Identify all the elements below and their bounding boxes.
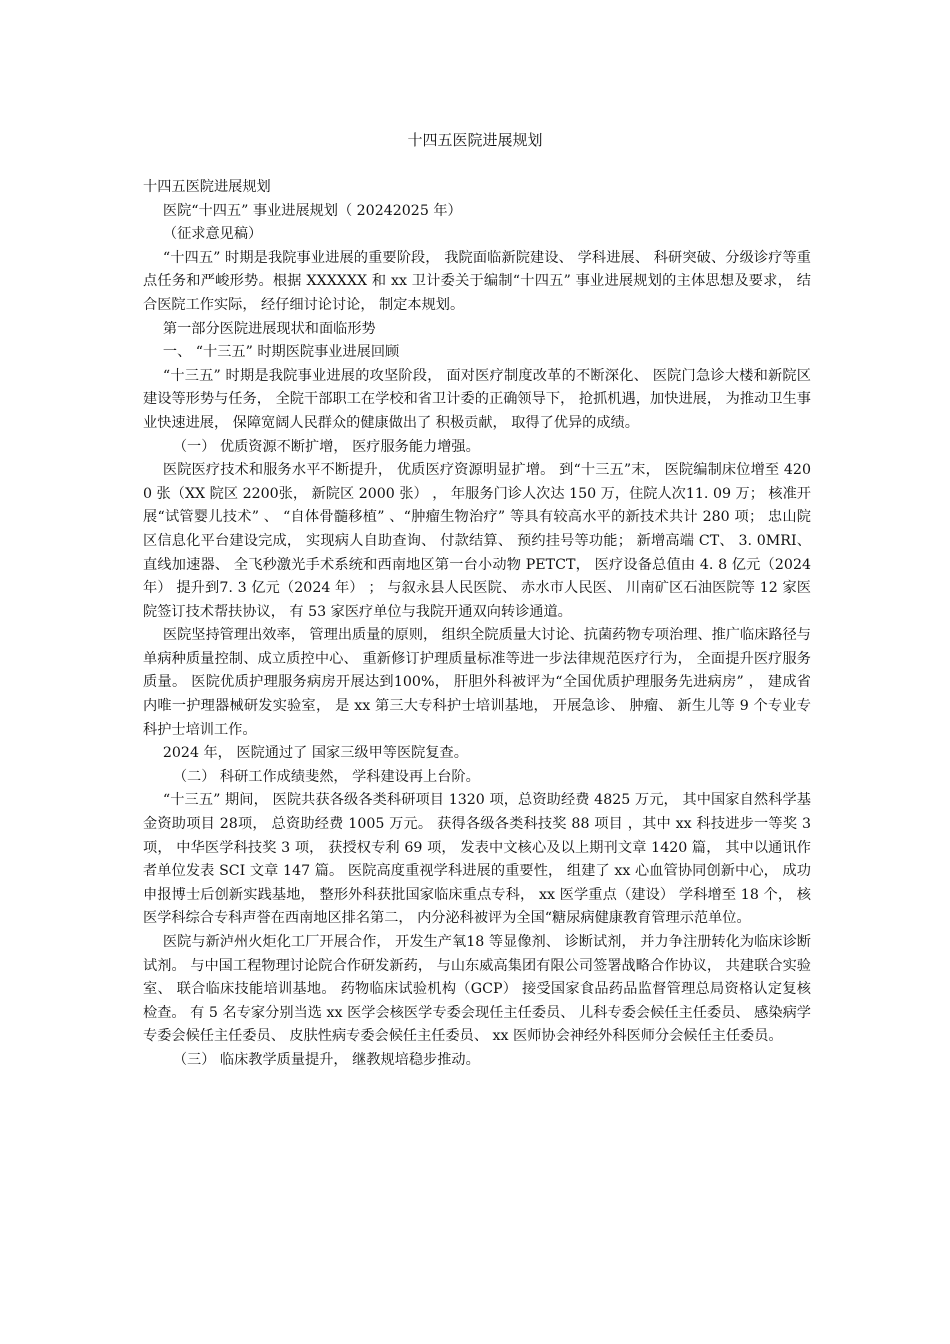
document-title: 十四五医院进展规划 (407, 131, 543, 149)
document-body (143, 176, 811, 1073)
item-heading: （一） 优质资源不断扩增， 医疗服务能力增强。 (172, 438, 480, 455)
paragraph: “十四五” 时期是我院事业进展的重要阶段， 我院面临新院建设、 学科进展、 科研突破、分级诊疗等重点任务和严峻形势。根据 XXXXXX 和 xx 卫计委关于编制“十四五” 事业进展规划的主体思想及要求， 结合医院工作实际， 经仔细讨论讨论， 制定本规划。 (143, 249, 811, 313)
paragraph: “十三五” 时期是我院事业进展的攻坚阶段， 面对医疗制度改革的不断深化、 医院门急诊大楼和新院区建设等形势与任务， 全院干部职工在学校和省卫计委的正确领导下， 抢抓机遇，加快进展， 为推动卫生事业快速进展， 保障宽阔人民群众的健康做出了 积极贡献， 取得了优异的成绩。 (143, 367, 811, 431)
item-heading: （二） 科研工作成绩斐然， 学科建设再上台阶。 (172, 768, 480, 785)
paragraph: （征求意见稿） (162, 226, 263, 243)
section-heading: 第一部分医院进展现状和面临形势 (162, 320, 376, 337)
paragraph: 2024 年， 医院通过了 国家三级甲等医院复查。 (162, 745, 468, 762)
subsection-heading: 一、 “十三五” 时期医院事业进展回顾 (162, 344, 400, 361)
item-heading: （三） 临床教学质量提升， 继教规培稳步推动。 (172, 1051, 480, 1068)
paragraph: 医院医疗技术和服务水平不断提升， 优质医疗资源明显扩增。 到“十三五”末， 医院编制床位增至 4200 张（XX 院区 2200张， 新院区 2000 张） ， 年服务门诊人次达 150 万，住院人次11. 09 万； 核准开展“试管婴儿技术” 、 “自体骨髓移植” 、“肿瘤生物治疗” 等具有较高水平的新技术共计 280 项； 忠山院区信息化平台建设完成， 实现病人自助查询、 付款结算、 预约挂号等功能； 新增高端 CT、 3. 0MRI、 直线加速器、 全飞秒激光手术系统和西南地区第一台小动物 PETCT， 医疗设备总值由 4. 8 亿元（2024 年） 提升到7. 3 亿元（2024 年） ； 与叙永县人民医院、 赤水市人民医、 川南矿区石油医院等 12 家医院签订技术帮扶协议， 有 53 家医疗单位与我院开通双向转诊通道。 (143, 462, 811, 620)
paragraph: 医院坚持管理出效率， 管理出质量的原则， 组织全院质量大讨论、抗菌药物专项治理、推广临床路径与单病种质量控制、成立质控中心、 重新修订护理质量标准等进一步法律规范医疗行为， 全面提升医疗服务质量。 医院优质护理服务病房开展达到100%， 肝胆外科被评为“全国优质护理服务先进病房” ， 建成省内唯一护理器械研发实验室， 是 xx 第三大专科护士培训基地， 开展急诊、 肿瘤、 新生儿等 9 个专业专科护士培训工作。 (143, 627, 811, 738)
paragraph: “十三五” 期间， 医院共获各级各类科研项目 1320 项，总资助经费 4825 万元， 其中国家自然科学基金资助项目 28项， 总资助经费 1005 万元。 获得各级各类科技奖 88 项目 ，其中 xx 科技进步一等奖 3 项， 中华医学科技奖 3 项， 获授权专利 69 项， 发表中文核心及以上期刊文章 1420 篇， 其中以通讯作者单位发表 SCI 文章 147 篇。 医院高度重视学科进展的重要性， 组建了 xx 心血管协同创新中心， 成功申报博士后创新实践基地， 整形外科获批国家临床重点专科， xx 医学重点（建设） 学科增至 18 个， 核医学科综合专科声誉在西南地区排名第二， 内分泌科被评为全国“糖尿病健康教育管理示范单位。 (143, 792, 811, 927)
paragraph: 医院“十四五” 事业进展规划（ 20242025 年） (162, 202, 462, 219)
paragraph: 医院与新泸州火炬化工厂开展合作， 开发生产氧18 等显像剂、 诊断试剂， 并力争注册转化为临床诊断试剂。 与中国工程物理讨论院合作研发新药， 与山东威高集团有限公司签署战略合作协议， 共建联合实验室、 联合临床技能培训基地。 药物临床试验机构（GCP） 接受国家食品药品监督管理总局资格认定复核检查。 有 5 名专家分别当选 xx 医学会核医学专委会现任主任委员、 儿科专委会候任主任委员、 感染病学专委会候任主任委员、 皮肤性病专委会候任主任委员、 xx 医师协会神经外科医师分会候任主任委员。 (143, 934, 811, 1045)
paragraph: 十四五医院进展规划 (143, 179, 271, 195)
